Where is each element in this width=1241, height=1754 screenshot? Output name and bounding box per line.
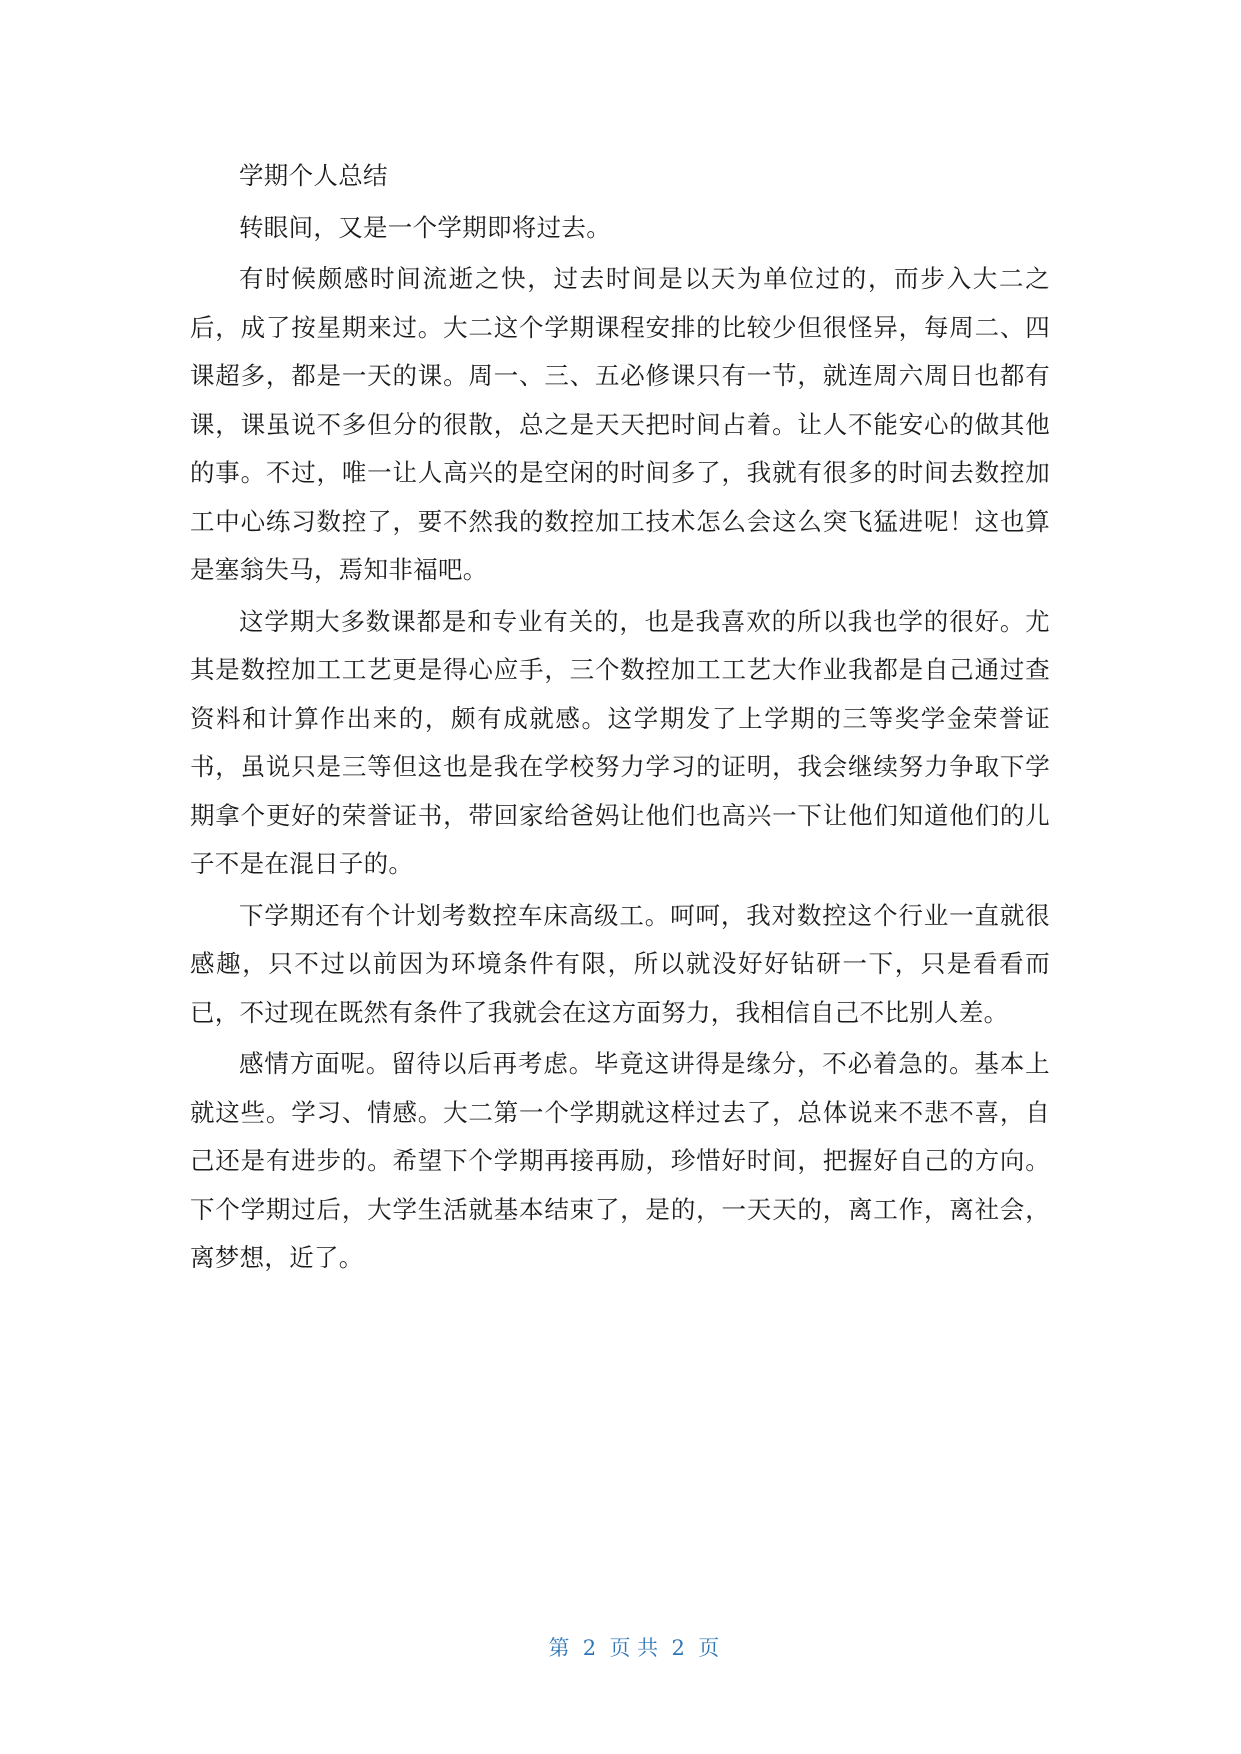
page-footer (0, 1603, 1241, 1693)
paragraph: 转眼间，又是一个学期即将过去。 (239, 212, 611, 242)
document-body (190, 152, 1050, 1283)
paragraph: 感情方面呢。留待以后再考虑。毕竟这讲得是缘分，不必着急的。基本上就这些。学习、情感。大二第一个学期就这样过去了，总体说来不悲不喜，自己还是有进步的。希望下个学期再接再励，珍惜好时间，把握好自己的方向。下个学期过后，大学生活就基本结束了，是的，一天天的，离工作，离社会，离梦想，近了。 (190, 1049, 1050, 1272)
document-title: 学期个人总结 (239, 161, 388, 190)
paragraph: 有时候颇感时间流逝之快，过去时间是以天为单位过的，而步入大二之后，成了按星期来过。大二这个学期课程安排的比较少但很怪异，每周二、四课超多，都是一天的课。周一、三、五必修课只有一节，就连周六周日也都有课，课虽说不多但分的很散，总之是天天把时间占着。让人不能安心的做其他的事。不过，唯一让人高兴的是空闲的时间多了，我就有很多的时间去数控加工中心练习数控了，要不然我的数控加工技术怎么会这么突飞猛进呢！这也算是塞翁失马，焉知非福吧。 (190, 264, 1050, 584)
page-number-indicator: 第 2 页 共 2 页 (548, 1636, 720, 1660)
paragraph: 这学期大多数课都是和专业有关的，也是我喜欢的所以我也学的很好。尤其是数控加工工艺更是得心应手，三个数控加工工艺大作业我都是自己通过查资料和计算作出来的，颇有成就感。这学期发了上学期的三等奖学金荣誉证书，虽说只是三等但这也是我在学校努力学习的证明，我会继续努力争取下学期拿个更好的荣誉证书，带回家给爸妈让他们也高兴一下让他们知道他们的儿子不是在混日子的。 (190, 606, 1050, 878)
paragraph: 下学期还有个计划考数控车床高级工。呵呵，我对数控这个行业一直就很感趣，只不过以前因为环境条件有限，所以就没好好钻研一下，只是看看而已，不过现在既然有条件了我就会在这方面努力，我相信自己不比别人差。 (190, 900, 1050, 1027)
